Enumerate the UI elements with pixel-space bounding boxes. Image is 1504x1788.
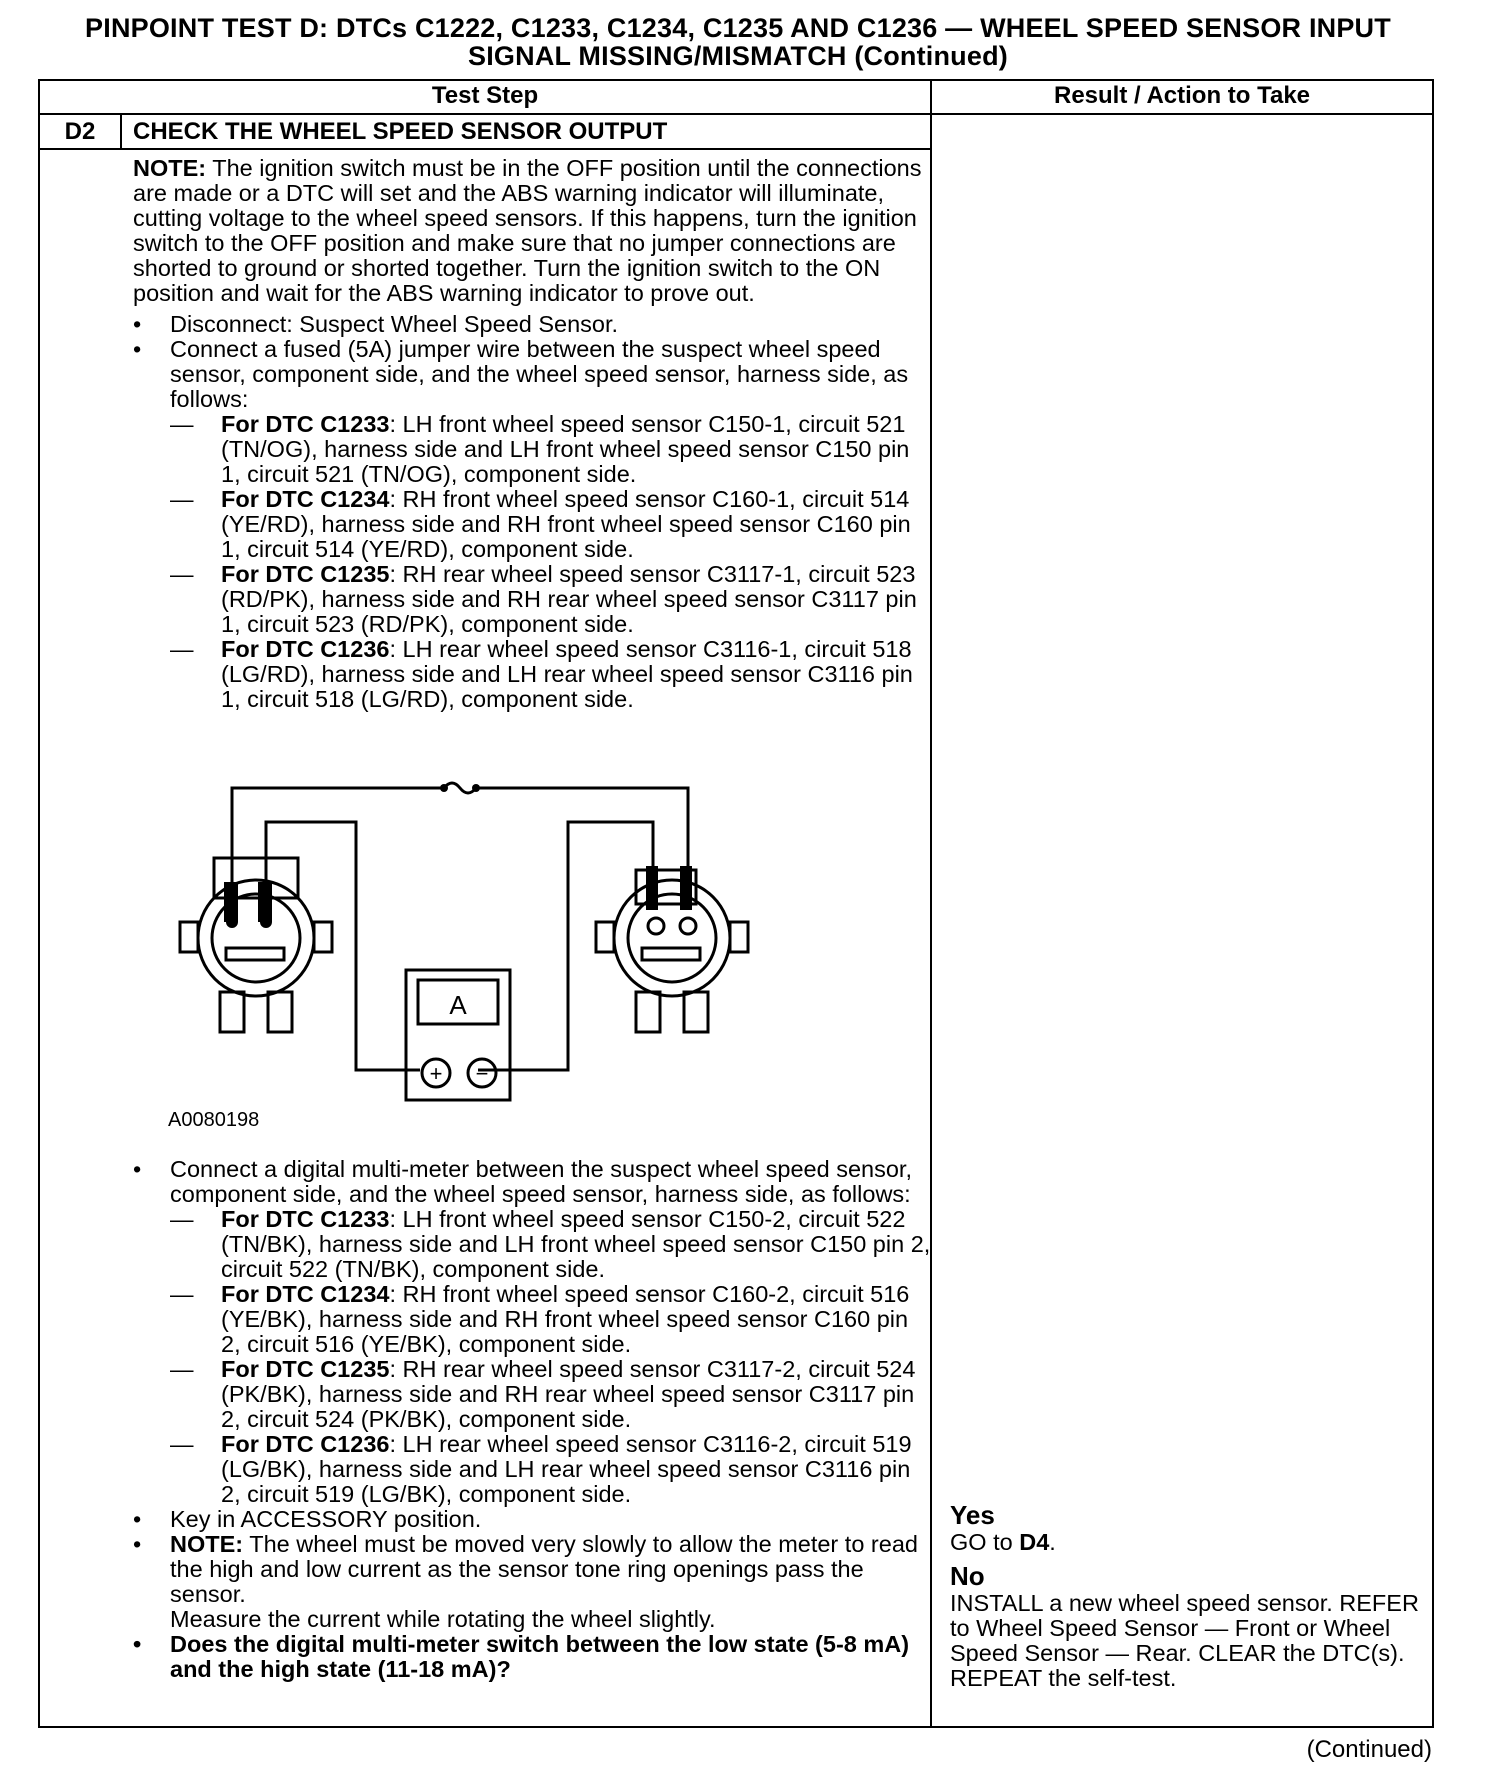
list-item — [133, 1157, 933, 1507]
result-action — [950, 1500, 1430, 1691]
page-title — [38, 14, 1438, 70]
note-text: The ignition switch must be in the OFF position until the connections are made or a DTC will set and the ABS warning indicator will illuminate, cutting voltage to the wheel speed sensors. If this happens, turn the ignition switch to the OFF position and make sure that no jumper connections are shorted to ground or shorted together. Turn the ignition switch to the ON position and wait for the ABS warning indicator to prove out. — [133, 155, 922, 306]
column-header-result: Result / Action to Take — [1053, 82, 1311, 109]
list-item: • Key in ACCESSORY position. — [133, 1507, 933, 1532]
list-item — [133, 1532, 933, 1607]
title-line-1: PINPOINT TEST D: DTCs C1222, C1233, C1234, C1235 AND C1236 — WHEEL SPEED SENSOR INPUT — [85, 13, 1391, 43]
dtc-label: For DTC C1233 — [221, 411, 390, 437]
list-item — [170, 487, 933, 562]
list-item — [170, 562, 933, 637]
dtc-text: : LH front wheel speed sensor C150-1, circuit 521 (TN/OG), harness side and LH front wheel speed sensor C150 pin 1, circuit 521 (TN/OG), component side. — [221, 411, 910, 487]
list-item — [133, 337, 933, 712]
step-id-divider — [120, 113, 122, 149]
measure-text: Measure the current while rotating the wheel slightly. — [170, 1606, 716, 1632]
meter-minus-label: − — [475, 1061, 489, 1086]
meter-plus-label: + — [429, 1061, 443, 1086]
step-instructions-part1 — [133, 156, 933, 712]
step-instructions-part2 — [133, 1157, 933, 1682]
note2-label: NOTE: — [170, 1531, 244, 1557]
result-yes-label: Yes — [950, 1500, 995, 1530]
jumper-instruction: Connect a fused (5A) jumper wire between the suspect wheel speed sensor, component side, and the wheel speed sensor, harness side, as follows: — [170, 336, 909, 412]
header-rule — [38, 113, 1434, 115]
dtc-label: For DTC C1236 — [221, 1431, 390, 1457]
result-no-label: No — [950, 1561, 985, 1591]
step-id: D2 — [64, 118, 96, 145]
step-title: CHECK THE WHEEL SPEED SENSOR OUTPUT — [133, 118, 668, 145]
note-paragraph — [133, 156, 933, 306]
meter-lead-minus — [478, 822, 653, 1070]
meter-instruction: Connect a digital multi-meter between the suspect wheel speed sensor, component side, and the wheel speed sensor, harness side, as follows: — [170, 1156, 912, 1207]
dtc-text: : RH front wheel speed sensor C160-2, circuit 516 (YE/BK), harness side and RH front wheel speed sensor C160 pin 2, circuit 516 (YE/BK), component side. — [221, 1281, 910, 1357]
fuse-icon — [444, 783, 476, 793]
dtc-label: For DTC C1234 — [221, 1281, 390, 1307]
bullet-list — [133, 1632, 933, 1682]
figure-id: A0080198 — [168, 1109, 260, 1131]
yes-go-period: . — [1049, 1529, 1056, 1555]
list-item — [170, 637, 933, 712]
bullet-list — [133, 1157, 933, 1607]
list-item — [170, 1357, 933, 1432]
dtc-text: : LH front wheel speed sensor C150-2, circuit 522 (TN/BK), harness side and LH front wheel speed sensor C150 pin 2, circuit 522 (TN/BK), component side. — [221, 1206, 931, 1282]
list-item — [170, 1432, 933, 1507]
continued-label: (Continued) — [1306, 1736, 1432, 1763]
dtc-text: : LH rear wheel speed sensor C3116-1, circuit 518 (LG/RD), harness side and LH rear wheel speed sensor C3116 pin 1, circuit 518 (LG/RD), component side. — [221, 636, 913, 712]
yes-go-target: D4 — [1019, 1529, 1050, 1555]
test-question: • Does the digital multi-meter switch between the low state (5-8 mA) and the high state (11-18 mA)? — [133, 1632, 933, 1682]
result-no-action: INSTALL a new wheel speed sensor. REFER to Wheel Speed Sensor — Front or Wheel Speed Sensor — Rear. CLEAR the DTC(s). REPEAT the self-test. — [950, 1590, 1419, 1691]
bullet-list — [133, 312, 933, 712]
dtc-label: For DTC C1235 — [221, 1356, 390, 1382]
meter-dtc-list — [170, 1207, 933, 1507]
wiring-diagram — [160, 770, 760, 1150]
yes-go-text: GO to — [950, 1529, 1020, 1555]
dtc-label: For DTC C1234 — [221, 486, 390, 512]
right-connector-icon — [596, 870, 748, 1032]
note2-text: The wheel must be moved very slowly to allow the meter to read the high and low current as the sensor tone ring openings pass the sensor. — [170, 1531, 918, 1607]
dtc-text: : RH front wheel speed sensor C160-1, circuit 514 (YE/RD), harness side and RH front wheel speed sensor C160 pin 1, circuit 514 (YE/RD), component side. — [221, 486, 911, 562]
jumper-wire — [476, 788, 688, 870]
dtc-label: For DTC C1236 — [221, 636, 390, 662]
dtc-label: For DTC C1235 — [221, 561, 390, 587]
jumper-wire — [232, 788, 444, 890]
step-title-rule — [38, 148, 930, 150]
list-item — [170, 412, 933, 487]
dtc-text: : LH rear wheel speed sensor C3116-2, circuit 519 (LG/BK), harness side and LH rear wheel speed sensor C3116 pin 2, circuit 519 (LG/BK), component side. — [221, 1431, 912, 1507]
column-header-test-step: Test Step — [431, 82, 539, 109]
result-yes-action — [950, 1530, 1430, 1555]
list-item: • Disconnect: Suspect Wheel Speed Sensor. — [133, 312, 933, 337]
title-line-2: SIGNAL MISSING/MISMATCH (Continued) — [468, 41, 1008, 71]
dtc-text: : RH rear wheel speed sensor C3117-2, circuit 524 (PK/BK), harness side and RH rear wheel speed sensor C3117 pin 2, circuit 524 (PK/BK), component side. — [221, 1356, 916, 1432]
note-label: NOTE: — [133, 155, 207, 181]
dtc-label: For DTC C1233 — [221, 1206, 390, 1232]
dtc-text: : RH rear wheel speed sensor C3117-1, circuit 523 (RD/PK), harness side and RH rear wheel speed sensor C3117 pin 1, circuit 523 (RD/PK), component side. — [221, 561, 917, 637]
meter-display-label: A — [449, 990, 467, 1020]
jumper-dtc-list — [170, 412, 933, 712]
left-connector-icon — [180, 858, 332, 1032]
list-item — [170, 1282, 933, 1357]
list-item — [170, 1207, 933, 1282]
